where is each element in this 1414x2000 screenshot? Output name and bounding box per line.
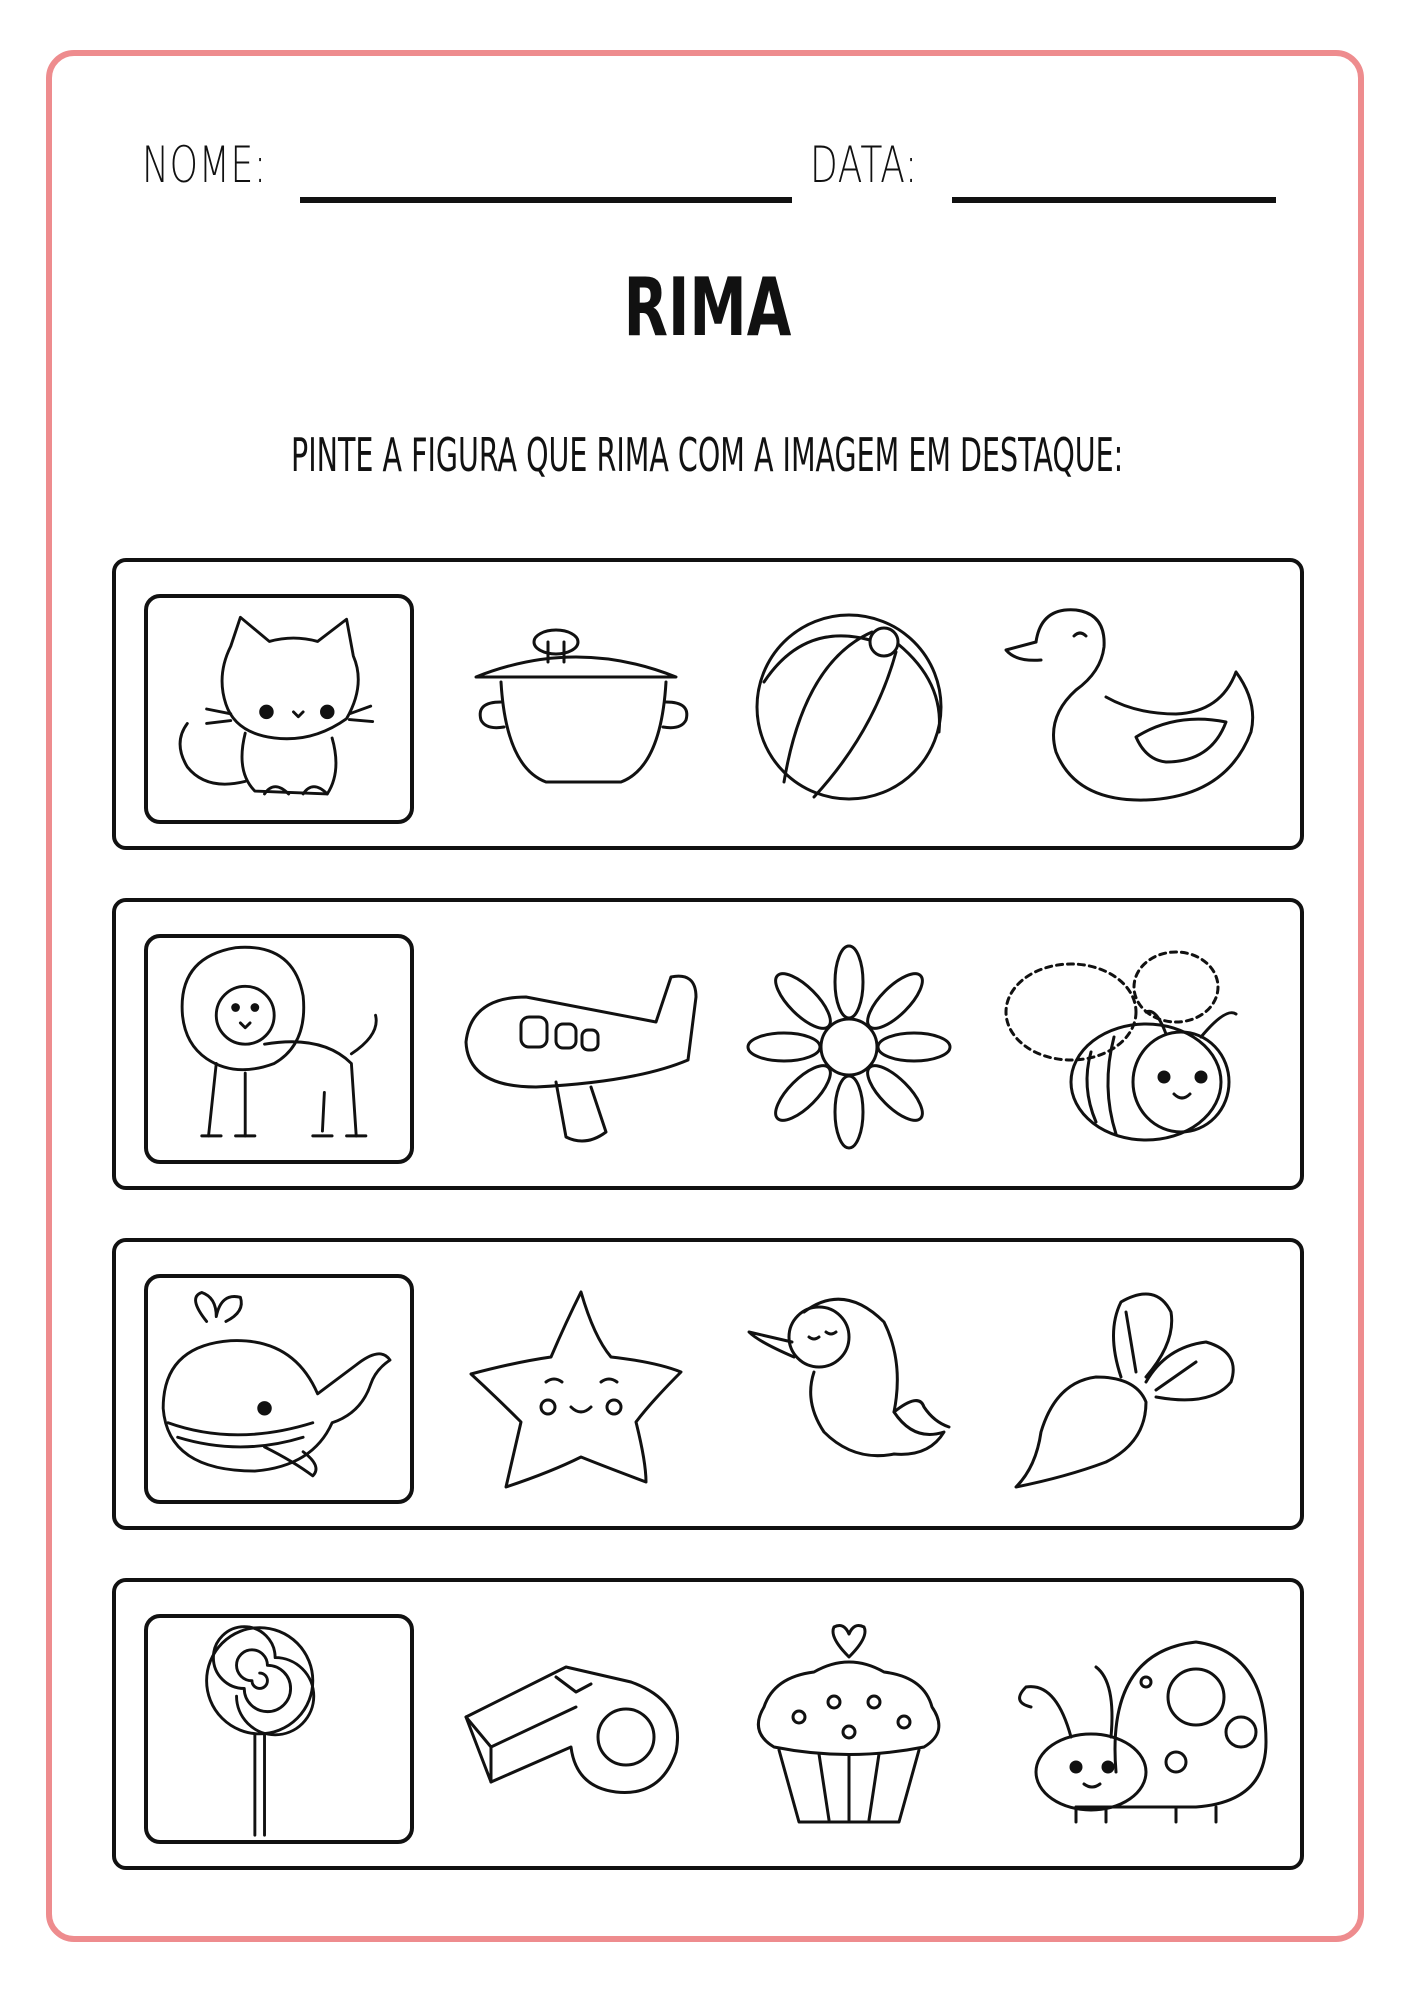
mermaid-icon (744, 1282, 954, 1492)
whale-icon (148, 1278, 410, 1500)
option-3-3[interactable] (996, 1282, 1276, 1492)
airplane-icon (456, 942, 706, 1152)
option-2-1[interactable] (456, 942, 706, 1152)
rhyme-row-1 (112, 558, 1304, 850)
option-2-2[interactable] (744, 942, 954, 1152)
option-4-2[interactable] (744, 1622, 954, 1832)
option-1-3[interactable] (996, 602, 1276, 812)
lollipop-icon (148, 1618, 410, 1840)
featured-image-1 (144, 594, 414, 824)
instruction-text: PINTE A FIGURA QUE RIMA COM A IMAGEM EM DESTAQUE: (290, 428, 1124, 482)
option-4-1[interactable] (456, 1622, 706, 1832)
starfish-icon (456, 1282, 706, 1492)
flower-icon (744, 942, 954, 1152)
name-field[interactable] (300, 197, 792, 203)
cat-icon (148, 598, 410, 820)
option-1-1[interactable] (456, 602, 706, 812)
pot-icon (456, 602, 706, 812)
date-label: DATA: (810, 136, 918, 194)
option-4-3[interactable] (996, 1622, 1276, 1832)
bee-icon (996, 942, 1276, 1152)
snail-icon (996, 1622, 1276, 1832)
beet-icon (996, 1282, 1276, 1492)
option-1-2[interactable] (744, 602, 954, 812)
rhyme-row-2 (112, 898, 1304, 1190)
lion-icon (148, 938, 410, 1160)
cupcake-icon (744, 1622, 954, 1832)
featured-image-4 (144, 1614, 414, 1844)
featured-image-2 (144, 934, 414, 1164)
option-3-2[interactable] (744, 1282, 954, 1492)
date-field[interactable] (952, 197, 1276, 203)
duck-icon (996, 602, 1276, 812)
whistle-icon (456, 1622, 706, 1832)
option-2-3[interactable] (996, 942, 1276, 1152)
page-title: RIMA (623, 261, 791, 354)
rhyme-row-3 (112, 1238, 1304, 1530)
beach-ball-icon (744, 602, 954, 812)
rhyme-row-4 (112, 1578, 1304, 1870)
name-label: NOME: (142, 136, 267, 194)
featured-image-3 (144, 1274, 414, 1504)
option-3-1[interactable] (456, 1282, 706, 1492)
